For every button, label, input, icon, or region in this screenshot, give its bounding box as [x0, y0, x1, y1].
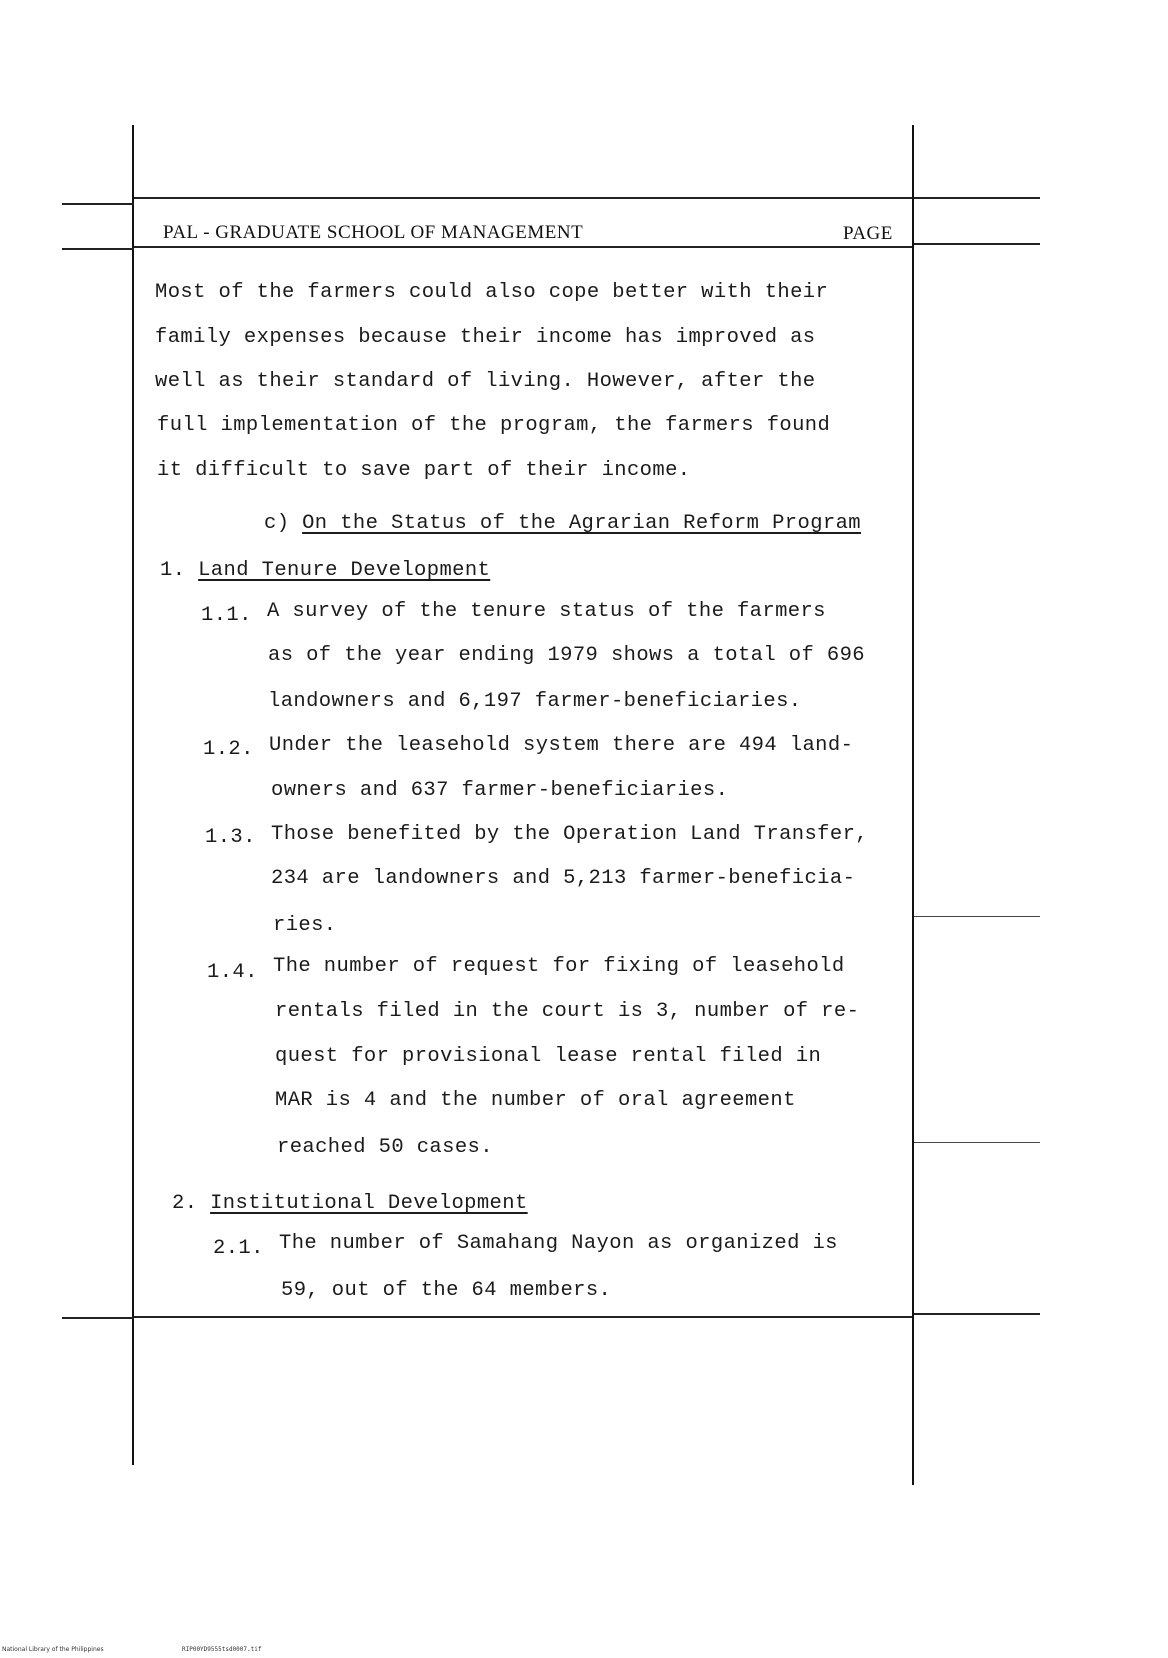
subitem-line: quest for provisional lease rental filed in	[275, 1045, 822, 1068]
item-number: 1.	[160, 559, 186, 582]
school-name: PAL - GRADUATE SCHOOL OF MANAGEMENT	[163, 222, 584, 243]
subitem-line: ries.	[273, 914, 337, 937]
subitem-line: 234 are landowners and 5,213 farmer-beneficia-	[271, 867, 856, 890]
subitem-line: 59, out of the 64 members.	[281, 1279, 612, 1302]
subitem-number: 1.2.	[203, 738, 254, 761]
right-column-rule	[914, 1142, 1040, 1143]
item-heading	[172, 1192, 528, 1215]
subitem-line: The number of request for fixing of leasehold	[273, 955, 845, 978]
page-label: PAGE	[843, 223, 893, 244]
right-margin-rule	[912, 125, 914, 1485]
footer-rule	[62, 1317, 134, 1319]
subitem-line: reached 50 cases.	[277, 1136, 493, 1159]
header-top-rule	[62, 203, 134, 205]
item-heading	[160, 559, 490, 582]
paragraph-line: full implementation of the program, the farmers found	[157, 414, 831, 437]
header-top-rule	[134, 197, 912, 199]
scan-file-label: RIP00YD9555tsd0007.tif	[182, 1646, 262, 1653]
paragraph-line: family expenses because their income has improved as	[155, 326, 816, 349]
subitem-line: MAR is 4 and the number of oral agreement	[275, 1089, 796, 1112]
header-top-rule	[914, 197, 1040, 199]
subitem-number: 1.3.	[205, 826, 256, 849]
paragraph-line: it difficult to save part of their income.	[157, 459, 691, 482]
subitem-line: Under the leasehold system there are 494 land-	[269, 734, 854, 757]
footer-rule	[134, 1316, 912, 1318]
subitem-line: Those benefited by the Operation Land Transfer,	[271, 823, 868, 846]
subitem-line: rentals filed in the court is 3, number of re-	[275, 1000, 860, 1023]
paragraph-line: well as their standard of living. However, after the	[155, 370, 816, 393]
subitem-line: as of the year ending 1979 shows a total of 696	[268, 644, 865, 667]
subitem-line: landowners and 6,197 farmer-beneficiaries.	[268, 690, 802, 713]
section-title: On the Status of the Agrarian Reform Program	[302, 512, 861, 535]
subitem-number: 1.1.	[201, 604, 252, 627]
scan-source-label: National Library of the Philippines	[2, 1646, 104, 1653]
item-number: 2.	[172, 1192, 198, 1215]
right-column-rule	[914, 916, 1040, 917]
subitem-number: 1.4.	[207, 961, 258, 984]
subitem-number: 2.1.	[213, 1237, 264, 1260]
section-heading	[264, 512, 861, 535]
header-bottom-rule	[62, 248, 134, 250]
subitem-line: The number of Samahang Nayon as organized is	[279, 1232, 838, 1255]
subitem-line: owners and 637 farmer-beneficiaries.	[271, 779, 729, 802]
item-title: Land Tenure Development	[198, 559, 491, 582]
subitem-line: A survey of the tenure status of the farmers	[267, 600, 826, 623]
footer-rule	[914, 1313, 1040, 1315]
item-title: Institutional Development	[210, 1192, 528, 1215]
section-label: c)	[264, 512, 290, 535]
header-bottom-rule	[134, 246, 912, 248]
left-margin-rule	[132, 125, 134, 1465]
header-bottom-rule	[914, 243, 1040, 245]
paragraph-line: Most of the farmers could also cope better with their	[155, 281, 829, 304]
